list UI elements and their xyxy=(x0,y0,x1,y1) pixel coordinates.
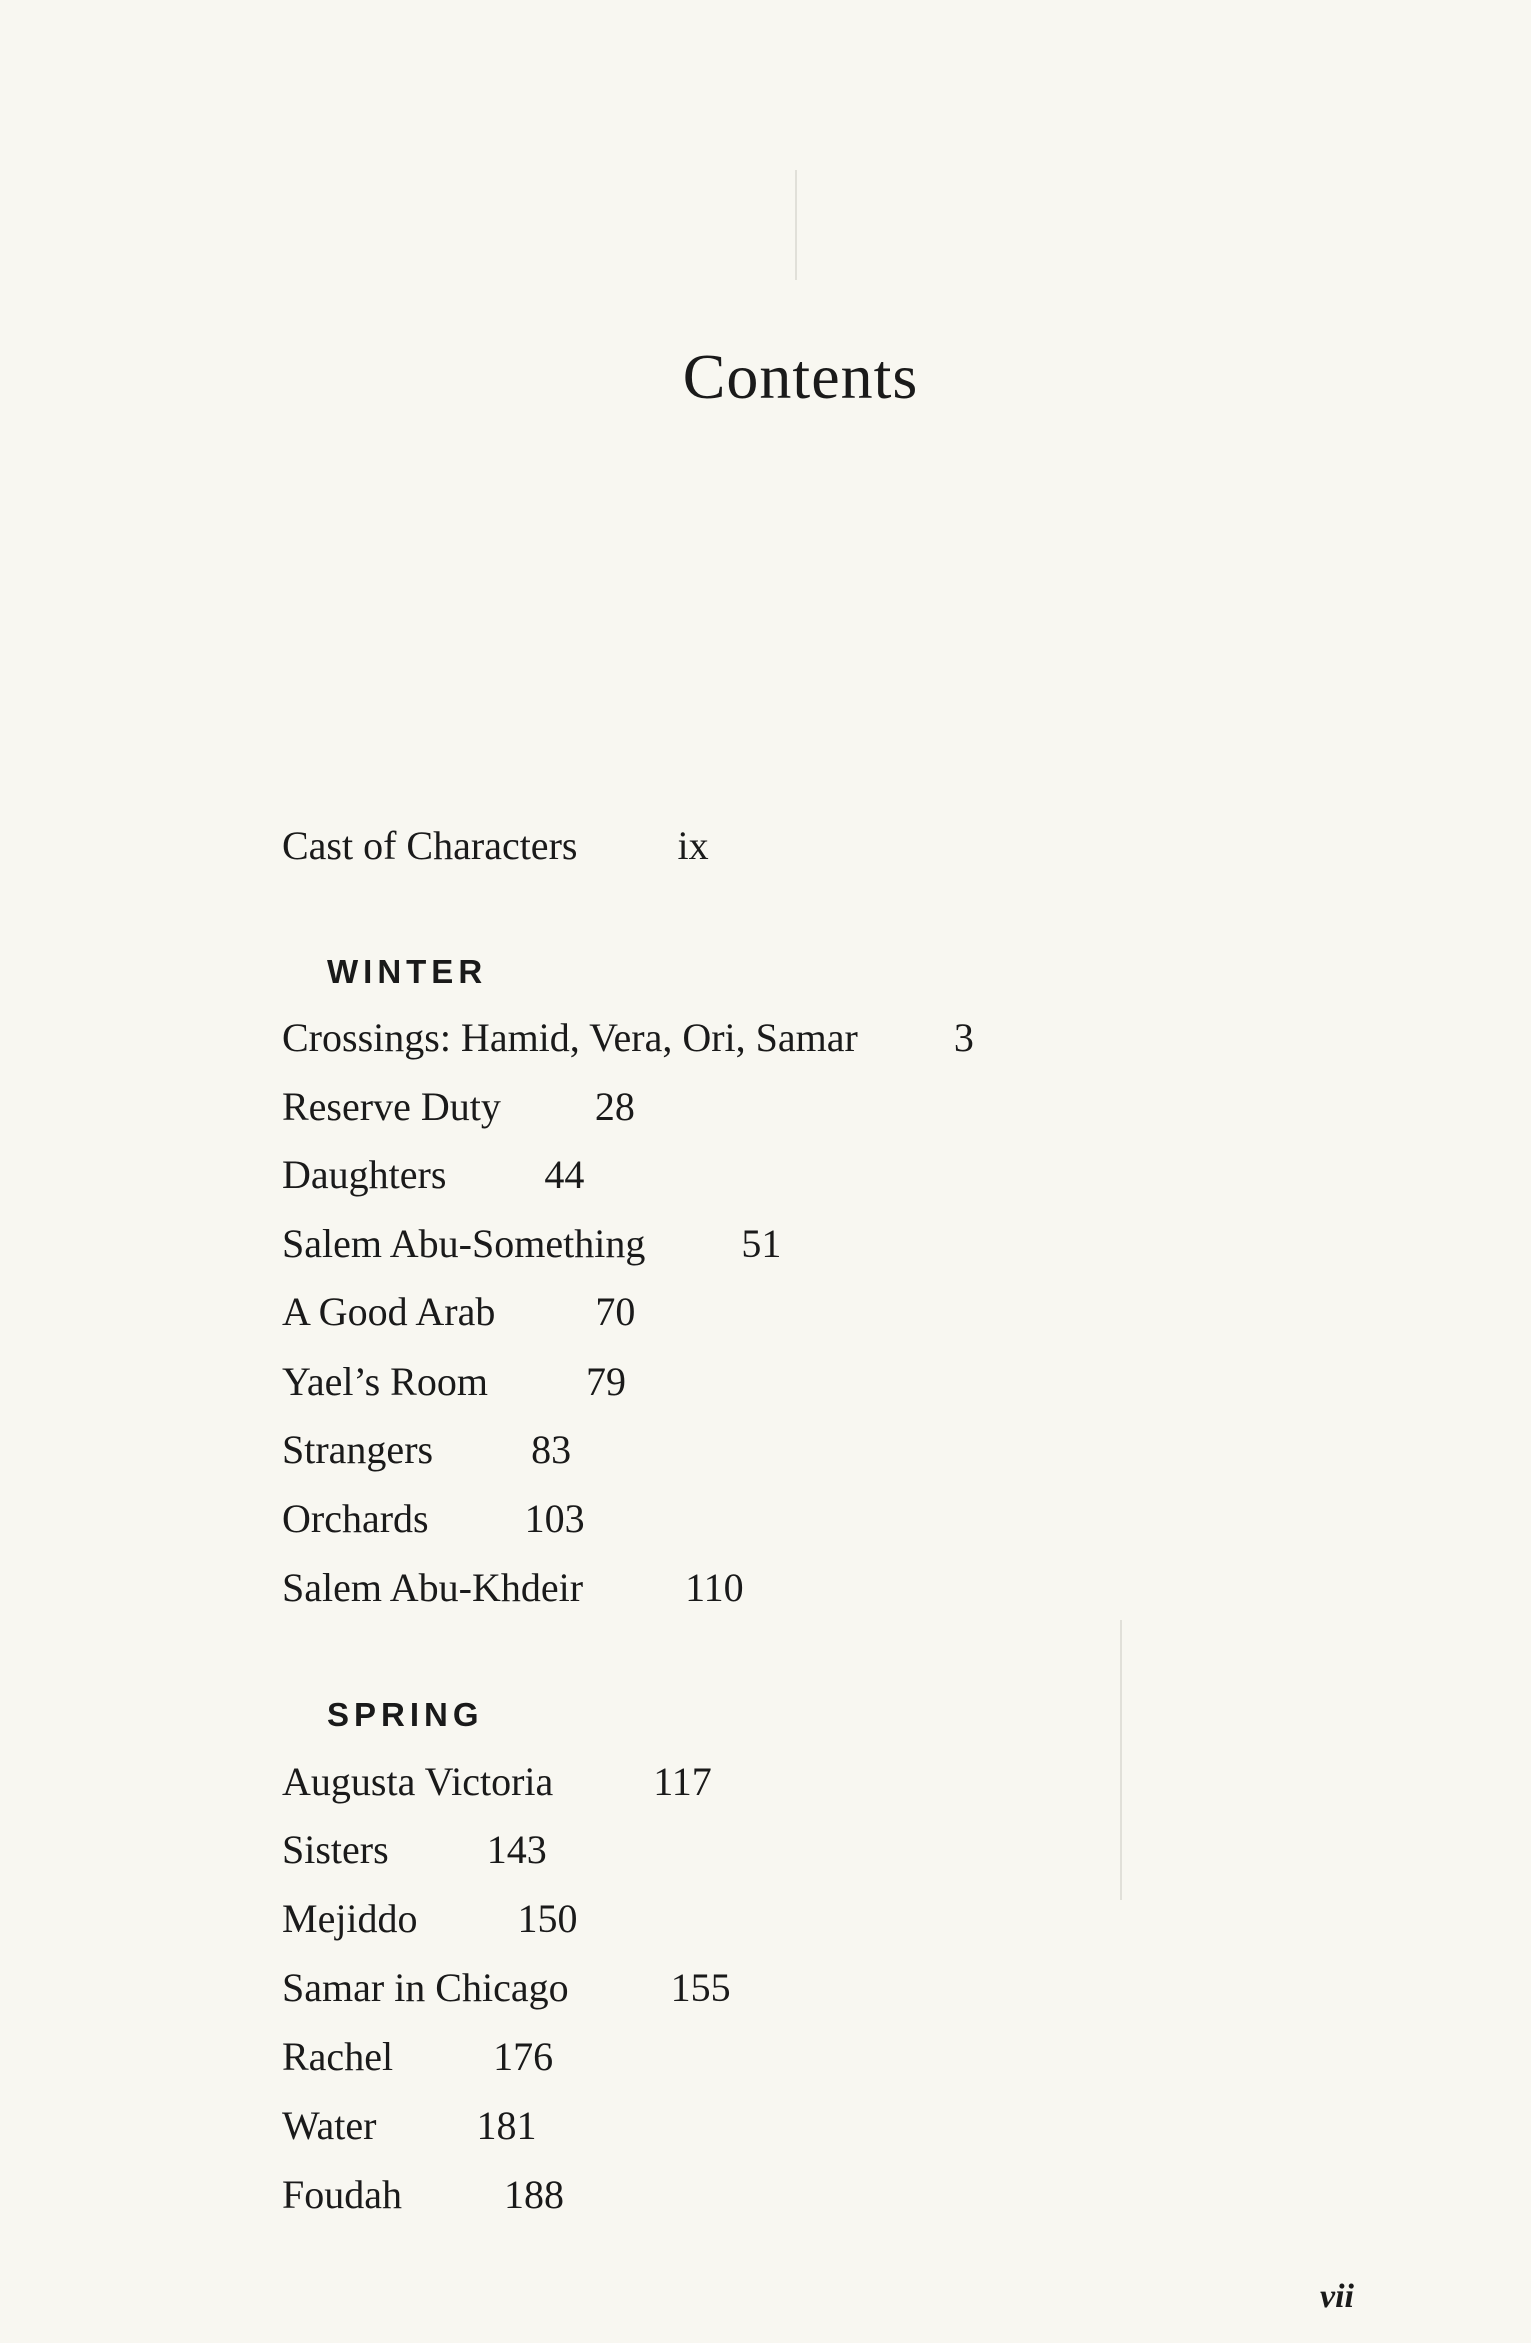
toc-entry-page: 44 xyxy=(544,1152,585,1197)
toc-entry-page: 3 xyxy=(953,1015,974,1060)
section-heading-spring: SPRING xyxy=(327,1696,484,1733)
toc-entry-label: Samar in Chicago xyxy=(282,1965,569,2010)
toc-entry xyxy=(282,1965,731,2010)
toc-entry-page: 83 xyxy=(531,1427,572,1472)
toc-entry-label: Reserve Duty xyxy=(282,1084,501,1129)
toc-entry-label: Salem Abu-Something xyxy=(282,1221,646,1266)
toc-entry xyxy=(282,1359,626,1404)
toc-entry-label: Cast of Characters xyxy=(282,823,578,868)
toc-entry-label: Sisters xyxy=(282,1827,389,1872)
toc-entry-page: 79 xyxy=(585,1359,626,1404)
toc-entry xyxy=(282,1896,578,1941)
toc-entry xyxy=(282,2172,564,2217)
toc-entry-label: Daughters xyxy=(282,1152,447,1197)
toc-entry xyxy=(282,1289,636,1334)
toc-entry-page: 155 xyxy=(670,1965,731,2010)
toc-entry xyxy=(282,1152,585,1197)
toc-entry xyxy=(282,1084,635,1129)
toc-entry-page: 176 xyxy=(493,2034,554,2079)
toc-entry xyxy=(282,2103,537,2148)
scan-crease xyxy=(1120,1620,1122,1900)
toc-entry-label: Augusta Victoria xyxy=(282,1759,554,1804)
toc-entry-label: Water xyxy=(282,2103,377,2148)
toc-entry xyxy=(282,1759,712,1804)
toc-entry-label: Foudah xyxy=(282,2172,402,2217)
toc-entry-page: 70 xyxy=(595,1289,636,1334)
toc-entry-label: Salem Abu-Khdeir xyxy=(282,1565,584,1610)
section-heading-winter: WINTER xyxy=(327,953,488,990)
scan-crease xyxy=(795,170,797,280)
toc-entry-label: Orchards xyxy=(282,1496,429,1541)
toc-entry-page: 28 xyxy=(594,1084,635,1129)
toc-entry-label: Rachel xyxy=(282,2034,394,2079)
toc-entry-label: Mejiddo xyxy=(282,1896,418,1941)
toc-entry-page: 51 xyxy=(741,1221,782,1266)
toc-entry xyxy=(282,1015,974,1060)
page-number: vii xyxy=(1320,2278,1354,2315)
toc-entry xyxy=(282,1427,572,1472)
toc-entry-page: ix xyxy=(677,823,709,868)
toc-entry xyxy=(282,1496,585,1541)
toc-entry-label: Strangers xyxy=(282,1427,434,1472)
toc-entry-page: 117 xyxy=(653,1759,712,1804)
toc-entry-label: Crossings: Hamid, Vera, Ori, Samar xyxy=(282,1015,858,1060)
toc-entry xyxy=(282,1827,547,1872)
page-title: Contents xyxy=(682,341,919,412)
toc-entry-label: A Good Arab xyxy=(282,1289,496,1334)
toc-entry-page: 188 xyxy=(504,2172,564,2217)
toc-entry-cast xyxy=(282,823,709,868)
toc-entry-page: 181 xyxy=(476,2103,537,2148)
toc-entry-page: 103 xyxy=(524,1496,585,1541)
toc-entry xyxy=(282,2034,554,2079)
toc-entry-label: Yael’s Room xyxy=(282,1359,488,1404)
toc-entry-page: 110 xyxy=(685,1565,744,1610)
toc-entry xyxy=(282,1565,744,1610)
toc-entry xyxy=(282,1221,782,1266)
toc-entry-page: 150 xyxy=(517,1896,578,1941)
toc-entry-page: 143 xyxy=(486,1827,547,1872)
